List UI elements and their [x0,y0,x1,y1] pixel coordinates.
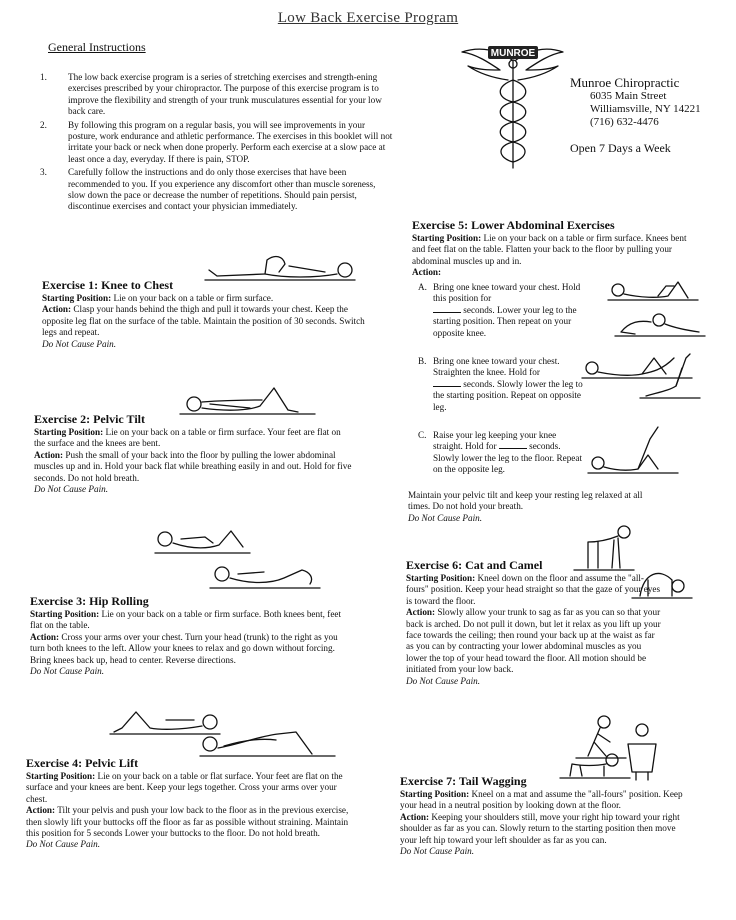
exercise-1-title: Exercise 1: Knee to Chest [42,278,174,292]
no-pain-note: Do Not Cause Pain. [406,675,481,686]
exercise-5 [412,218,702,279]
hip-rolling-figure-2 [210,558,320,590]
clinic-street: 6035 Main Street [590,90,667,102]
exercise-7-body: Starting Position: Kneel on a mat and assume the "all-fours" position. Keep your head in a neutral position by looking down at the floor. Action: Keeping your shoulders still, move your right hip toward your right shoulder as far as you can. Slowly return to the starting position then move your left hip toward your left shoulder as far as you can. Do Not Cause Pain. [400,789,683,857]
clinic-phone: (716) 632-4476 [590,116,659,128]
logo-text: MUNROE [490,48,536,59]
exercise-4-body: Starting Position: Lie on your back on a table or flat surface. Your feet are flat on the surface and your knees are bent. Keep your legs together. Cross your arms over your chest. Action: Tilt your pelvis and push your low back to the floor as in the previous exercise, then slowly lift your buttocks off the floor as far as possible without straining. Maintain this position for 5 seconds Lower your buttocks to the floor. Do not hold breath. Do Not Cause Pain. [26,771,349,850]
instruction-item: 1. The low back exercise program is a series of stretching exercises and strength-ening exercises prescribed by your chiropractor. The purpose of this exercise program is to improve the flexibility and strength of your trunk musculatures essential for your low back care. [40,72,382,117]
page-title: Low Back Exercise Program [277,10,459,26]
exercise-5a: A. Bring one knee toward your chest. Hold this position for seconds. Lower your leg to the starting position. Then repeat on your opposite knee. [418,282,581,338]
exercise-6-title: Exercise 6: Cat and Camel [406,558,543,572]
exercise-5-title: Exercise 5: Lower Abdominal Exercises [412,218,615,232]
clinic-info [570,76,701,155]
general-instructions-heading: General Instructions [48,40,146,54]
no-pain-note: Do Not Cause Pain. [26,839,101,850]
exercise-1-body: Starting Position: Lie on your back on a table or firm surface. Action: Clasp your hands behind the thigh and pull it towards your chest. Keep the opposite leg flat on the surface of the table. Maintain the position of 30 seconds. Switch legs and repeat. Do Not Cause Pain. [42,293,365,349]
clinic-hours: Open 7 Days a Week [570,141,671,155]
exercise-1 [42,278,372,350]
instruction-item: 3. Carefully follow the instructions and do only those exercises that have been recommended to you. If you experience any discomfort other than muscle soreness, slow down the pace or decrease the number of repetitions. Should pain persist, discontinue exercises and contact your physician immediately. [40,167,376,212]
no-pain-note: Do Not Cause Pain. [408,512,483,523]
no-pain-note: Do Not Cause Pain. [34,484,109,495]
lower-ab-a-figure-1 [608,278,698,302]
exercise-2 [34,412,354,495]
hip-rolling-figure-1 [155,525,250,555]
pelvic-lift-figure-2 [200,728,335,758]
exercise-3-title: Exercise 3: Hip Rolling [30,594,149,608]
clinic-name: Munroe Chiropractic [570,75,680,90]
exercise-3-body: Starting Position: Lie on your back on a table or firm surface. Both knees bent, feet flat on the table. Action: Cross your arms over your chest. Turn your head (trunk) to the right as you turn both knees to the left. Allow your knees to relax and go down without forcing. Bring knees back up, head to center. Reverse directions. Do Not Cause Pain. [30,609,342,677]
no-pain-note: Do Not Cause Pain. [400,846,475,857]
exercise-7 [400,774,685,857]
exercise-5c: C. Raise your leg keeping your knee straight. Hold for seconds. Slowly lower the leg to the floor. Repeat on the opposite leg. [418,430,583,475]
instruction-item: 2. By following this program on a regular basis, you will see improvements in your posture, work endurance and athletic performance. The exercises in this booklet will not irritate your back or neck when done properly. Perform each exercise at a slow pace at least once a day, everyday. If there is pain, STOP. [40,119,393,164]
lower-ab-b-figure-2 [640,352,700,402]
exercise-6-body: Starting Position: Kneel down on the floor and assume the "all-fours" position. Keep your head straight so that the gaze of your eyes is toward the floor. Action: Slowly allow your trunk to sag as far as you can so that your back is arched. Do not pull it down, but let it relax as you lift up your face towards the ceiling; then round your back up at the waist as far as you can by contracting your lower abdominal muscles as you lower the top of your head toward the floor. All motion should be initiated from your low back. Do Not Cause Pain. [406,573,661,686]
exercise-6 [406,558,664,687]
exercise-5-body: Starting Position: Lie on your back on a table or firm surface. Knees bent and feet flat on the table. Flatten your back to the floor by pulling your abdominal muscles up and in. Action: [412,233,687,278]
exercise-3 [30,594,350,677]
general-instructions-list [40,72,395,215]
pelvic-tilt-figure [180,382,315,416]
exercise-2-title: Exercise 2: Pelvic Tilt [34,412,145,426]
lower-ab-a-figure-2 [615,310,705,338]
exercise-2-body: Starting Position: Lie on your back on a table or firm surface. Your feet are flat on the surface and the knees are bent. Action: Push the small of your back into the floor by pulling the lower abdominal muscles up and in. Hold your back flat while breathing easily in and out. Hold for five seconds. Do not hold breath. Do Not Cause Pain. [34,427,352,495]
exercise-5-footer: Maintain your pelvic tilt and keep your resting leg relaxed at all times. Do not hold your breath. Do Not Cause Pain. [408,490,643,523]
exercise-5b: B. Bring one knee toward your chest. Straighten the knee. Hold for seconds. Slowly lower the leg to the starting position. Repeat on opposite leg. [418,356,583,412]
caduceus-logo [460,40,565,170]
clinic-city: Williamsville, NY 14221 [590,103,701,115]
exercise-4-title: Exercise 4: Pelvic Lift [26,756,139,770]
knee-to-chest-figure [205,252,355,282]
exercise-4 [26,756,356,851]
lower-ab-c-figure [588,425,678,475]
no-pain-note: Do Not Cause Pain. [30,666,105,677]
exercise-7-title: Exercise 7: Tail Wagging [400,774,527,788]
no-pain-note: Do Not Cause Pain. [42,338,117,349]
